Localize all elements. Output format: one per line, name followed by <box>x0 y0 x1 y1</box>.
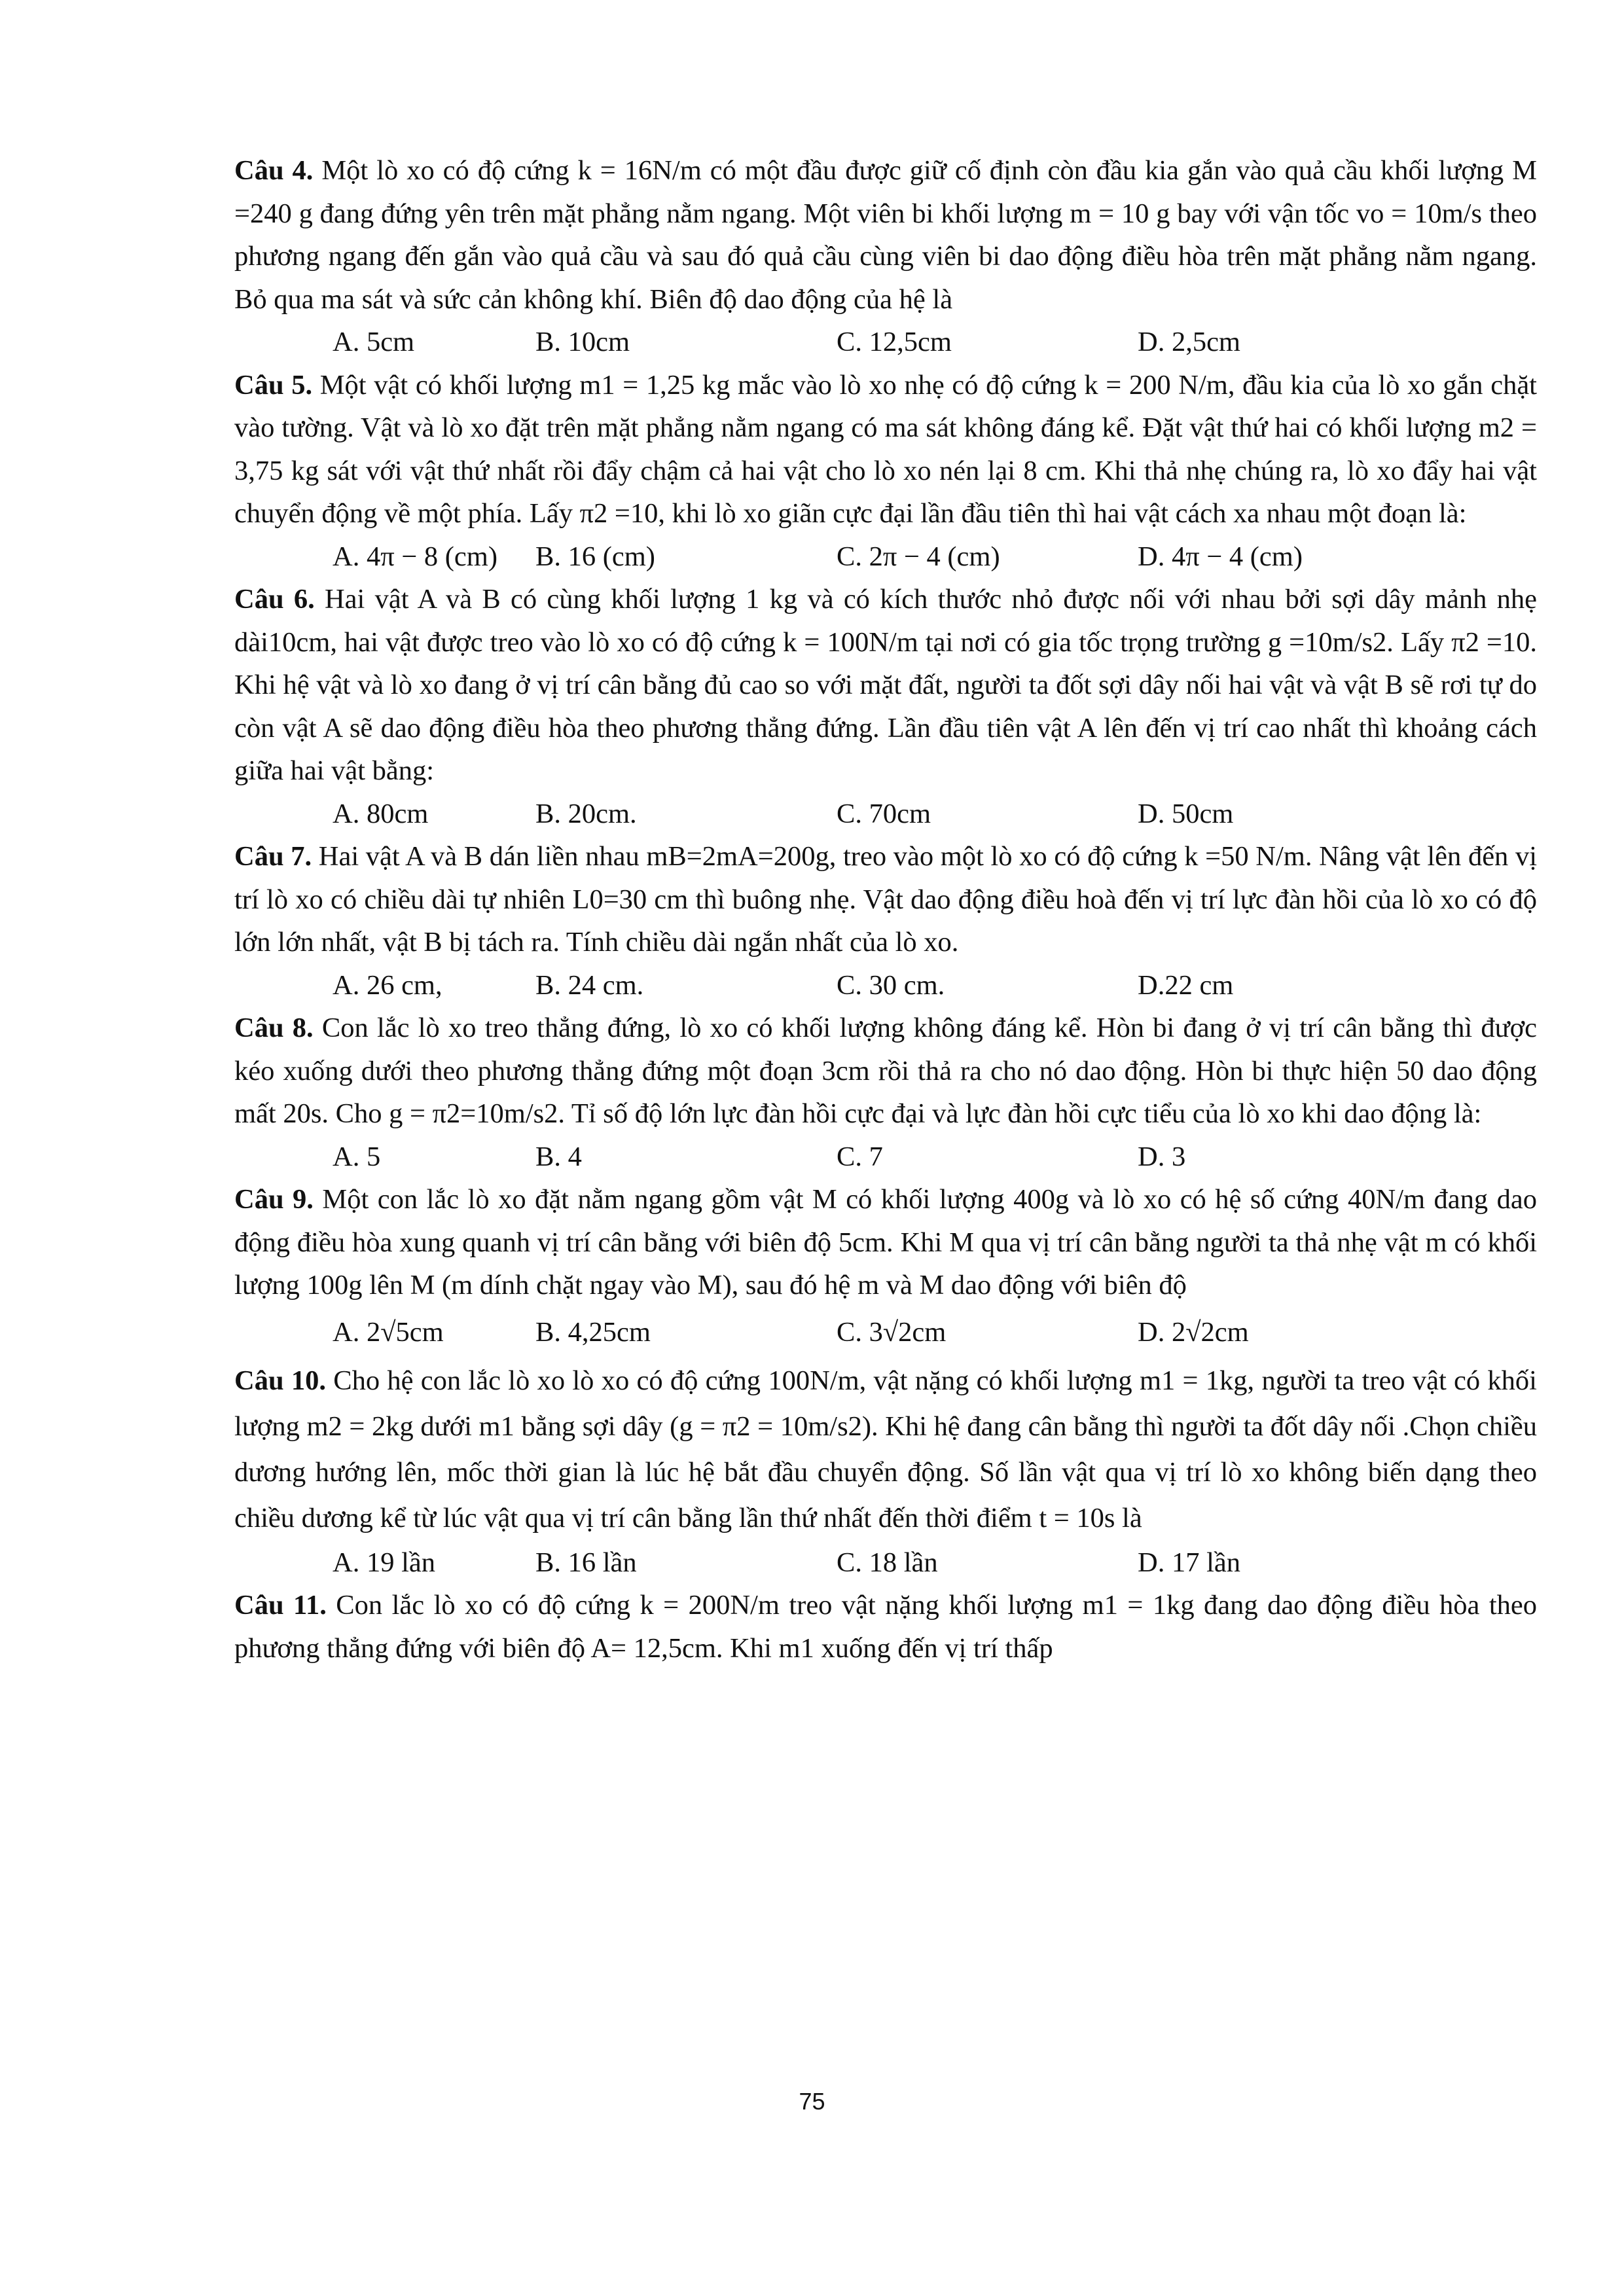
question-9 <box>234 1178 1537 1307</box>
option-a: A. 19 lần <box>333 1547 435 1578</box>
option-b: B. 16 lần <box>535 1547 637 1578</box>
option-b: B. 16 (cm) <box>535 541 655 572</box>
question-label: Câu 8. <box>234 1013 314 1043</box>
question-text: Hai vật A và B dán liền nhau mB=2mA=200g, treo vào một lò xo có độ cứng k =50 N/m. Nâng vật lên đến vị trí lò xo có chiều dài tự nhiên L0=30 cm thì buông nhẹ. Vật dao động điều hoà đến vị trí lực đàn hồi của lò xo có độ lớn lớn nhất, vật B bị tách ra. Tính chiều dài ngắn nhất của lò xo. <box>234 841 1538 958</box>
option-a: A. 80cm <box>333 798 429 829</box>
question-5 <box>234 364 1537 535</box>
question-9-options <box>234 1307 1537 1358</box>
question-label: Câu 10. <box>234 1365 326 1396</box>
question-label: Câu 5. <box>234 369 313 401</box>
option-a: A. 5cm <box>333 327 415 357</box>
question-label: Câu 4. <box>234 155 314 186</box>
question-7-options <box>234 964 1537 1007</box>
option-b: B. 10cm <box>535 327 630 357</box>
option-d: D. 4π − 4 (cm) <box>1138 541 1303 572</box>
question-text: Một con lắc lò xo đặt nằm ngang gồm vật M có khối lượng 400g và lò xo có hệ số cứng 40N/m đang dao động điều hòa xung quanh vị trí cân bằng với biên độ 5cm. Khi M qua vị trí cân bằng người ta thả nhẹ vật m có khối lượng 100g lên M (m dính chặt ngay vào M), sau đó hệ m và M dao động với biên độ <box>234 1184 1537 1300</box>
option-c: C. 12,5cm <box>837 327 952 357</box>
option-d: D. 3 <box>1138 1141 1186 1172</box>
question-8-options <box>234 1136 1537 1179</box>
question-10-options <box>234 1541 1537 1585</box>
option-a: A. 4π − 8 (cm) <box>333 541 497 572</box>
option-d: D. 17 lần <box>1138 1547 1240 1578</box>
option-d: D. 2,5cm <box>1138 327 1240 357</box>
option-a: A. 2√5cm <box>333 1316 444 1348</box>
option-a: A. 5 <box>333 1141 381 1172</box>
option-c: C. 18 lần <box>837 1547 938 1578</box>
option-c: C. 3√2cm <box>837 1316 947 1348</box>
question-4-options <box>234 321 1537 364</box>
question-label: Câu 11. <box>234 1590 327 1621</box>
question-label: Câu 6. <box>234 584 315 615</box>
question-text: Một vật có khối lượng m1 = 1,25 kg mắc vào lò xo nhẹ có độ cứng k = 200 N/m, đầu kia của lò xo gắn chặt vào tường. Vật và lò xo đặt trên mặt phẳng nằm ngang có ma sát không đáng kể. Đặt vật thứ hai có khối lượng m2 = 3,75 kg sát với vật thứ nhất rồi đẩy chậm cả hai vật cho lò xo nén lại 8 cm. Khi thả nhẹ chúng ra, lò xo đẩy hai vật chuyển động về một phía. Lấy π2 =10, khi lò xo giãn cực đại lần đầu tiên thì hai vật cách xa nhau một đoạn là: <box>234 369 1537 529</box>
page-number: 75 <box>799 2088 825 2115</box>
question-text: Một lò xo có độ cứng k = 16N/m có một đầu được giữ cố định còn đầu kia gắn vào quả cầu khối lượng M =240 g đang đứng yên trên mặt phẳng nằm ngang. Một viên bi khối lượng m = 10 g bay với vận tốc vo = 10m/s theo phương ngang đến gắn vào quả cầu và sau đó quả cầu cùng viên bi dao động điều hòa trên mặt phẳng nằm ngang. Bỏ qua ma sát và sức cản không khí. Biên độ dao động của hệ là <box>234 155 1537 315</box>
question-11 <box>234 1584 1537 1670</box>
question-8 <box>234 1007 1537 1136</box>
option-d: D.22 cm <box>1138 969 1234 1001</box>
option-d: D. 2√2cm <box>1138 1316 1249 1348</box>
option-b: B. 4,25cm <box>535 1316 651 1348</box>
question-4 <box>234 149 1537 321</box>
question-label: Câu 7. <box>234 841 312 872</box>
document-page <box>234 149 1537 1670</box>
question-text: Con lắc lò xo treo thẳng đứng, lò xo có khối lượng không đáng kể. Hòn bi đang ở vị trí cân bằng thì được kéo xuống dưới theo phương thẳng đứng một đoạn 3cm rồi thả ra cho nó dao động. Hòn bi thực hiện 50 dao động mất 20s. Cho g = π2=10m/s2. Tỉ số độ lớn lực đàn hồi cực đại và lực đàn hồi cực tiểu của lò xo khi dao động là: <box>234 1013 1537 1129</box>
option-a: A. 26 cm, <box>333 969 442 1001</box>
option-c: C. 7 <box>837 1141 883 1172</box>
option-b: B. 4 <box>535 1141 582 1172</box>
question-text: Cho hệ con lắc lò xo lò xo có độ cứng 100N/m, vật nặng có khối lượng m1 = 1kg, người ta treo vật có khối lượng m2 = 2kg dưới m1 bằng sợi dây (g = π2 = 10m/s2). Khi hệ đang cân bằng thì người ta đốt dây nối .Chọn chiều dương hướng lên, mốc thời gian là lúc hệ bắt đầu chuyển động. Số lần vật qua vị trí lò xo không biến dạng theo chiều dương kể từ lúc vật qua vị trí cân bằng lần thứ nhất đến thời điểm t = 10s là <box>234 1365 1537 1534</box>
option-c: C. 2π − 4 (cm) <box>837 541 1000 572</box>
question-6 <box>234 578 1537 793</box>
question-5-options <box>234 535 1537 579</box>
question-text: Hai vật A và B có cùng khối lượng 1 kg và có kích thước nhỏ được nối với nhau bởi sợi dây mảnh nhẹ dài10cm, hai vật được treo vào lò xo có độ cứng k = 100N/m tại nơi có gia tốc trọng trường g =10m/s2. Lấy π2 =10. Khi hệ vật và lò xo đang ở vị trí cân bằng đủ cao so với mặt đất, người ta đốt sợi dây nối hai vật và vật B sẽ rơi tự do còn vật A sẽ dao động điều hòa theo phương thẳng đứng. Lần đầu tiên vật A lên đến vị trí cao nhất thì khoảng cách giữa hai vật bằng: <box>234 584 1537 786</box>
option-b: B. 24 cm. <box>535 969 644 1001</box>
question-7 <box>234 835 1537 964</box>
question-label: Câu 9. <box>234 1184 314 1215</box>
option-c: C. 70cm <box>837 798 931 829</box>
option-b: B. 20cm. <box>535 798 637 829</box>
question-6-options <box>234 793 1537 836</box>
question-10 <box>234 1358 1537 1541</box>
option-c: C. 30 cm. <box>837 969 945 1001</box>
option-d: D. 50cm <box>1138 798 1234 829</box>
question-text: Con lắc lò xo có độ cứng k = 200N/m treo vật nặng khối lượng m1 = 1kg đang dao động điều hòa theo phương thẳng đứng với biên độ A= 12,5cm. Khi m1 xuống đến vị trí thấp <box>234 1590 1538 1664</box>
